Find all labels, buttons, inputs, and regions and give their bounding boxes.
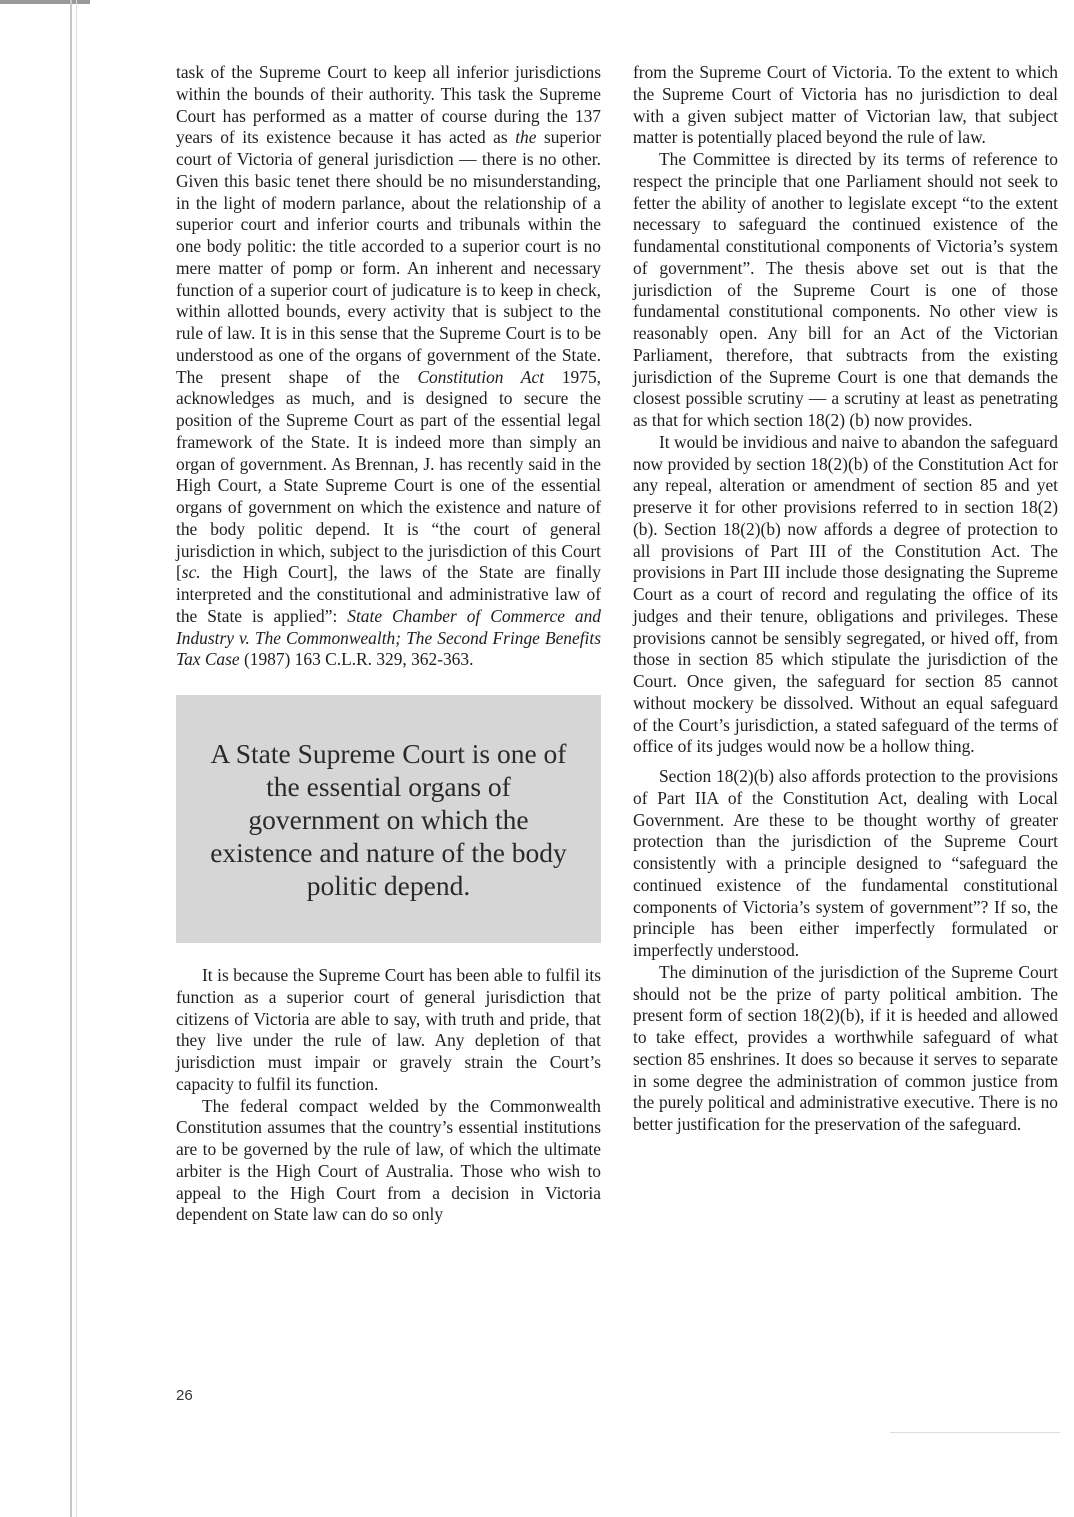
pull-quote-text: A State Supreme Court is one of the essential organs of government on which the existence and nature of the body politic depend. — [210, 737, 567, 901]
right-paragraph-2: The Committee is directed by its terms of reference to respect the principle that one Parliament should not seek to fetter the ability of another to legislate except “to the extent necessary to safeguard the continued existence of the fundamental constitutional components of Victoria’s system of government”. The thesis above set out is that the jurisdiction of the Supreme Court is one of those fundamental constitutional components. No other view is reasonably open. Any bill for an Act of the Victorian Parliament, therefore, that subtracts from the existing jurisdiction of the Supreme Court is one that demands the closest possible scrutiny — a scrutiny at least as penetrating as that for which section 18(2) (b) now provides. — [633, 149, 1058, 430]
right-paragraph-4: Section 18(2)(b) also affords protection to the provisions of Part IIA of the Constitution Act, dealing with Local Government. Are these to be thought worthy of greater protection than the jurisdiction of the Supreme Court consistently with a principle designed to “safeguard the continued existence of the fundamental constitutional components of Victoria’s system of government”? If so, the principle has been either imperfectly formulated or imperfectly understood. — [633, 766, 1058, 960]
right-column — [633, 62, 1058, 1136]
right-paragraph-1: from the Supreme Court of Victoria. To the extent to which the Supreme Court of Victoria has no jurisdiction to deal with a given subject matter of Victorian law, that subject matter is potentially placed beyond the rule of law. — [633, 62, 1058, 148]
page-number: 26 — [176, 1387, 193, 1404]
left-paragraph-1: task of the Supreme Court to keep all inferior jurisdictions within the bounds of their authority. This task the Supreme Court has performed as a matter of course during the 137 years of its existence because it has acted as the superior court of Victoria of general jurisdiction — there is no other. Given this basic tenet there should be no misunderstanding, in the light of modern parlance, about the relationship of a superior court and inferior courts and tribunals within the one body politic: the title accorded to a superior court is no mere matter of pomp or form. An inherent and necessary function of a superior court of judicature is to keep in check, within allotted bounds, every activity that is subject to the rule of law. It is in this sense that the Supreme Court is to be understood as one of the organs of government of the State. The present shape of the Constitution Act 1975, acknowledges as much, and is designed to secure the position of the Supreme Court as part of the essential legal framework of the State. It is indeed more than simply an organ of government. As Brennan, J. has recently said in the High Court, a State Supreme Court is one of the essential organs of government on which the existence and nature of the body politic depend. It is “the court of general jurisdiction in which, subject to the jurisdiction of this Court [sc. the High Court], the laws of the State are finally interpreted and the constitutional and administrative law of the State is applied”: State Chamber of Commerce and Industry v. The Commonwealth; The Second Fringe Benefits Tax Case (1987) 163 C.L.R. 329, 362-363. — [176, 62, 602, 670]
scan-binding-line-inner — [76, 0, 77, 1517]
pull-quote-box — [176, 695, 601, 943]
left-paragraph-2: It is because the Supreme Court has been able to fulfil its function as a superior court of general jurisdiction that citizens of Victoria are able to say, with truth and pride, that they live under the rule of law. Any depletion of that jurisdiction must impair or gravely strain the Court’s capacity to fulfil its function. — [176, 965, 601, 1094]
scan-binding-line — [70, 0, 72, 1517]
right-paragraph-5: The diminution of the jurisdiction of the Supreme Court should not be the prize of party political ambition. The present form of section 18(2)(b), if it is heeded and allowed to take effect, provides a worthwhile safeguard of what section 85 enshrines. It does so because it serves to separate in some degree the administration of common justice from the purely political and administrative executive. There is no better justification for the preservation of the safeguard. — [633, 961, 1058, 1134]
scan-edge-bottom — [890, 1432, 1060, 1433]
right-paragraph-3: It would be invidious and naive to abandon the safeguard now provided by section 18(2)(b) of the Constitution Act for any repeal, alteration or amendment of section 85 and yet preserve it for other provisions referred to in section 18(2)(b). Section 18(2)(b) now affords a degree of protection to all provisions of Part III of the Constitution Act. The provisions in Part III include those designating the Supreme Court as a court of record and regulating the office of its judges and their tenure, obligations and privileges. These provisions cannot be sensibly segregated, or hived off, from those in section 85 which stipulate the jurisdiction of the Court. Once given, the safeguard for section 85 cannot without mockery be dissolved. Without an equal safeguard of the Court’s jurisdiction, a stated safeguard of the terms of office of its judges would now be a hollow thing. — [633, 431, 1058, 757]
left-paragraph-3: The federal compact welded by the Commonwealth Constitution assumes that the country’s essential institutions are to be governed by the rule of law, of which the ultimate arbiter is the High Court of Australia. Those who wish to appeal to the High Court from a decision in Victoria dependent on State law can do so only — [176, 1095, 601, 1225]
left-column — [176, 62, 601, 1226]
